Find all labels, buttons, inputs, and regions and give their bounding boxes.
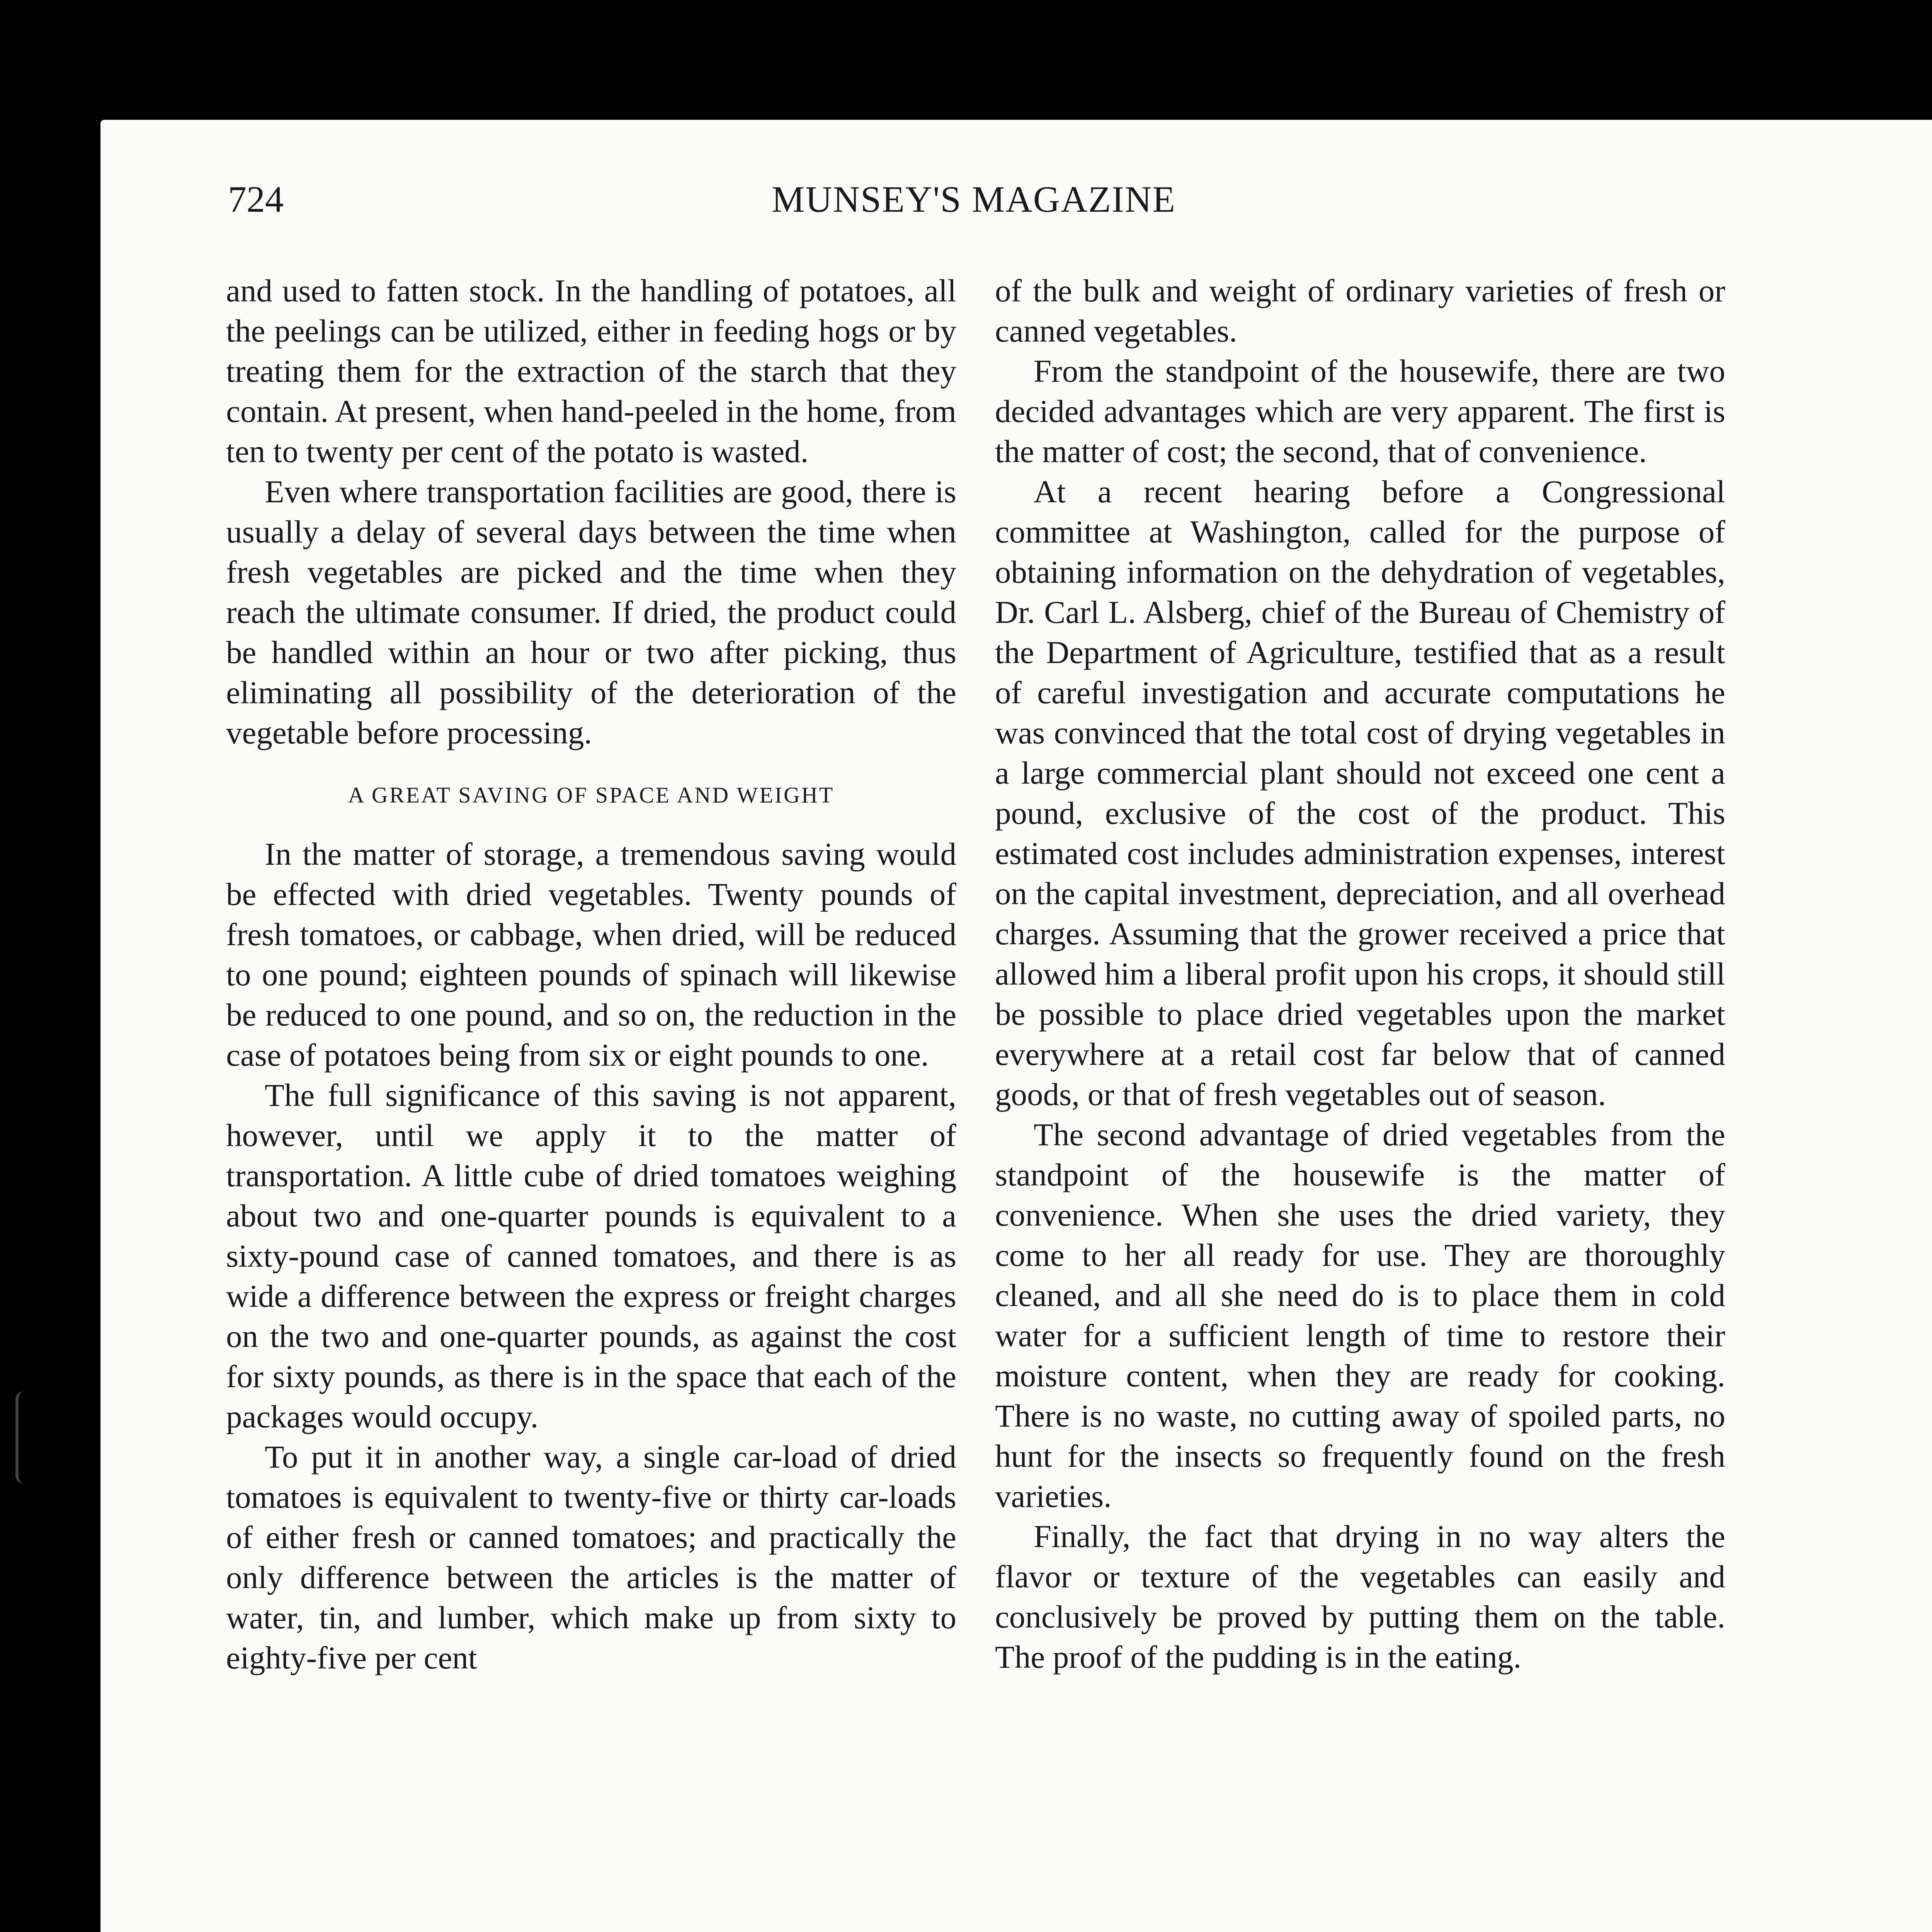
- paragraph: The second advantage of dried vegetables from the standpoint of the housewife is the matter of convenience. When she uses the dried variety, they come to her all ready for use. They are thoroughly cleaned, and all she need do is to place them in cold water for a sufficient length of time to restore their moisture content, when they are ready for cooking. There is no waste, no cutting away of spoiled parts, no hunt for the insects so frequently found on the fresh varieties.: [995, 1117, 1725, 1514]
- paragraph: From the standpoint of the housewife, there are two decided advantages which are very apparent. The first is the matter of cost; the second, that of convenience.: [995, 353, 1725, 469]
- running-title: MUNSEY'S MAGAZINE: [772, 179, 1176, 220]
- binding-mark: [15, 1391, 24, 1484]
- paragraph: Finally, the fact that drying in no way alters the flavor or texture of the vegetables can easily and conclusively be proved by putting them on the table. The proof of the pudding is in the eating.: [995, 1519, 1725, 1675]
- paragraph: To put it in another way, a single car-load of dried tomatoes is equivalent to twenty-five or thirty car-loads of either fresh or canned tomatoes; and practically the only difference between the articles is the matter of water, tin, and lumber, which make up from sixty to eighty-five per cent: [226, 1439, 956, 1675]
- right-column: [995, 270, 1725, 1677]
- left-column: [226, 270, 956, 1678]
- paragraph: In the matter of storage, a tremendous saving would be effected with dried vegetables. Twenty pounds of fresh tomatoes, or cabbage, when dried, will be reduced to one pound; eighteen pounds of spinach will likewise be reduced to one pound, and so on, the reduction in the case of potatoes being from six or eight pounds to one.: [226, 836, 956, 1073]
- section-subheading: A GREAT SAVING OF SPACE AND WEIGHT: [348, 782, 835, 808]
- paragraph: The full significance of this saving is not apparent, however, until we apply it to the matter of transportation. A little cube of dried tomatoes weighing about two and one-quarter pounds is equivalent to a sixty-pound case of canned tomatoes, and there is as wide a difference between the express or freight charges on the two and one-quarter pounds, as against the cost for sixty pounds, as there is in the space that each of the packages would occupy.: [226, 1077, 956, 1434]
- paragraph: At a recent hearing before a Congressional committee at Washington, called for the purpose of obtaining information on the dehydration of vegetables, Dr. Carl L. Alsberg, chief of the Bureau of Chemistry of the Department of Agriculture, testified that as a result of careful investigation and accurate computations he was convinced that the total cost of drying vegetables in a large commercial plant should not exceed one cent a pound, exclusive of the cost of the product. This estimated cost includes administration expenses, interest on the capital investment, depreciation, and all overhead charges. Assuming that the grower received a price that allowed him a liberal profit upon his crops, it should still be possible to place dried vegetables upon the market everywhere at a retail cost far below that of canned goods, or that of fresh vegetables out of season.: [995, 474, 1725, 1112]
- page-number: 724: [228, 179, 284, 220]
- article-body: [226, 270, 1725, 1932]
- paragraph: Even where transportation facilities are good, there is usually a delay of several days between the time when fresh vegetables are picked and the time when they reach the ultimate consumer. If dried, the product could be handled within an hour or two after picking, thus eliminating all possibility of the deterioration of the vegetable before processing.: [226, 474, 956, 750]
- paragraph: and used to fatten stock. In the handling of potatoes, all the peelings can be utilized, either in feeding hogs or by treating them for the extraction of the starch that they contain. At present, when hand-peeled in the home, from ten to twenty per cent of the potato is wasted.: [226, 273, 956, 469]
- paragraph: of the bulk and weight of ordinary varieties of fresh or canned vegetables.: [995, 273, 1725, 349]
- page-header: [228, 178, 1719, 255]
